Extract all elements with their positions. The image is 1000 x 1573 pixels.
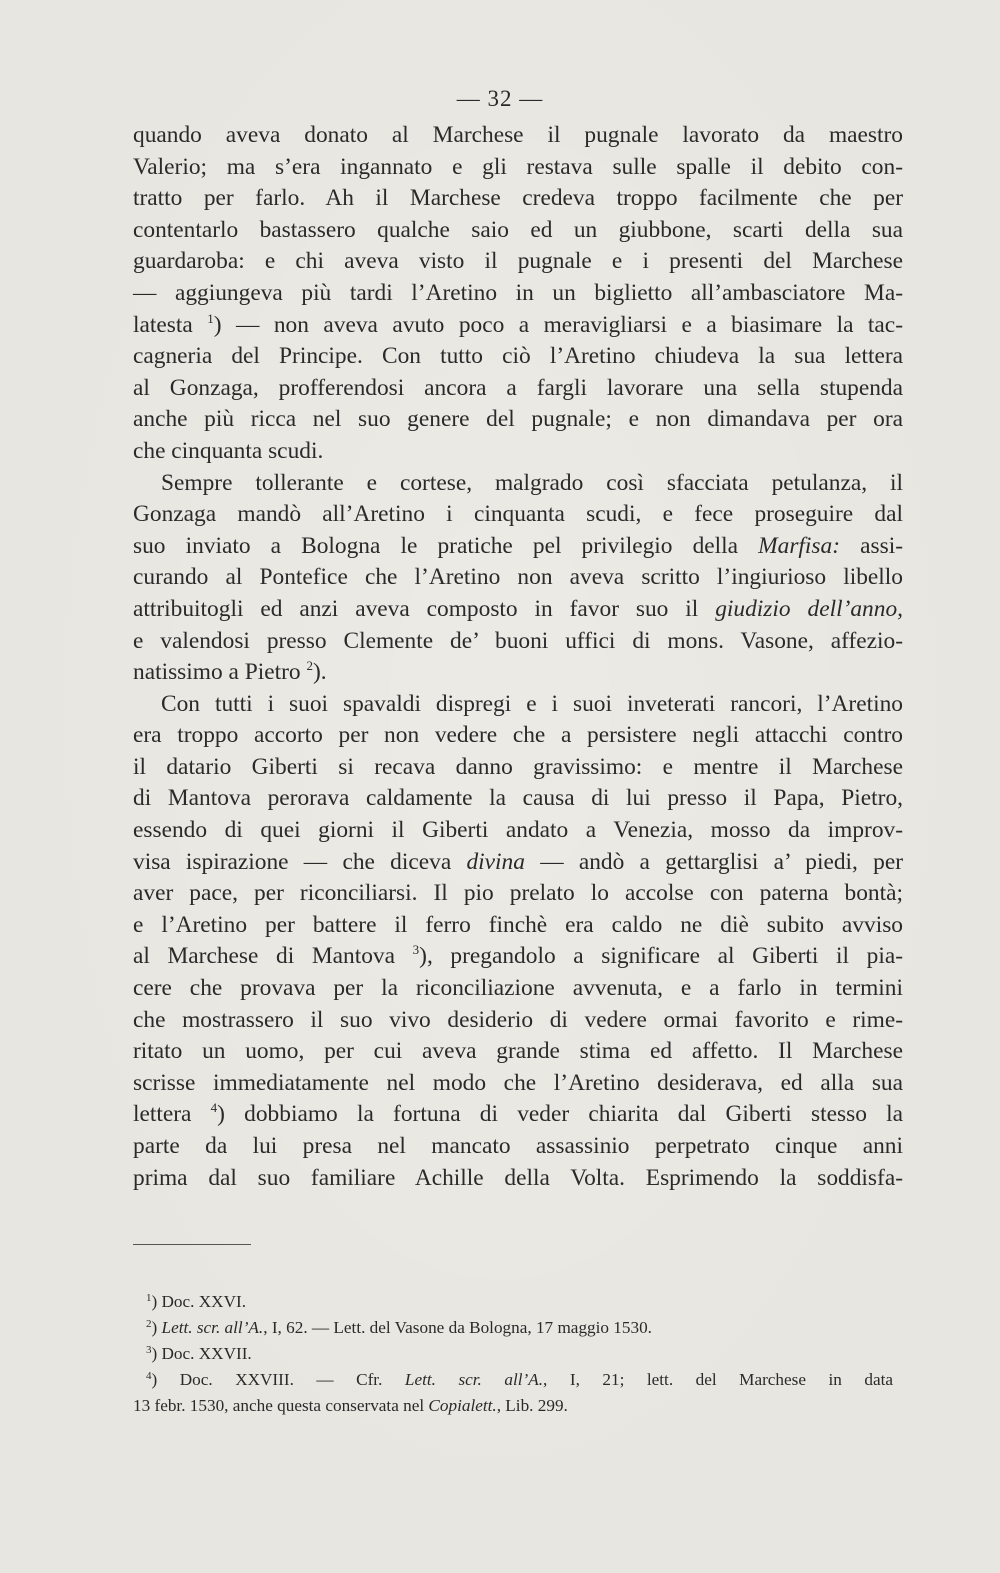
paragraph-1	[133, 120, 903, 468]
text-line: il datario Giberti si recava danno gravissimo: e mentre il Marchese	[133, 753, 903, 780]
text-fragment: natissimo a Pietro	[133, 659, 307, 686]
text-line: cere che provava per la riconciliazione avvenuta, e a farlo in termini	[133, 975, 903, 1002]
text-line: parte da lui presa nel mancato assassinio perpetrato cinque anni	[133, 1133, 903, 1159]
italic-title: Marfisa:	[758, 532, 841, 559]
text-line	[133, 531, 903, 563]
footnote-text: ) Doc. XXVI.	[151, 1292, 247, 1311]
text-fragment: — andò a gettarglisi a’ piedi, per	[524, 848, 903, 875]
footnote-text: ) Doc. XXVII.	[151, 1344, 252, 1363]
footnote-ref-1[interactable]: 1	[207, 310, 214, 326]
text-fragment: ) — non aveva avuto poco a meravigliarsi e a biasimare la tac-	[213, 311, 903, 338]
page-number: — 32 —	[456, 86, 544, 111]
text-fragment: lettera	[133, 1101, 211, 1128]
text-fragment: ), pregandolo a significare al Giberti il pia-	[419, 943, 903, 970]
text-line: e l’Aretino per battere il ferro finchè era caldo ne diè subito avviso	[133, 911, 903, 938]
footnote-4-cont	[133, 1393, 893, 1419]
footnote-mark: 2	[146, 1318, 152, 1330]
footnote-2: $^2$) Lett. scr. all’A., I, 62. — Lett. del Vasone da Bologna, 17 maggio 1530.	[146, 1318, 652, 1337]
text-line: cagneria del Principe. Con tutto ciò l’Aretino chiudeva la sua lettera	[133, 343, 903, 370]
italic-title: giudizio dell’anno,	[715, 595, 903, 622]
footnote-ref-4[interactable]: 4	[210, 1100, 218, 1116]
text-fragment: ) dobbiamo la fortuna di veder chiarita dal Giberti stesso la	[217, 1101, 903, 1128]
text-fragment: visa ispirazione — che diceva	[133, 848, 467, 875]
text-line: prima dal suo familiare Achille della Volta. Esprimendo la soddisfa-	[133, 1164, 903, 1191]
footnote-italic: Copialett.	[428, 1396, 497, 1415]
text-line: tratto per farlo. Ah il Marchese credeva troppo facilmente che per	[133, 185, 903, 212]
footnote-4	[133, 1367, 893, 1393]
text-line	[133, 657, 903, 689]
footnote-italic: Lett. scr. all’A.	[404, 1370, 544, 1389]
footnote-text: ) Doc. XXVIII. — Cfr.	[151, 1370, 405, 1389]
text-line: guardaroba: e chi aveva visto il pugnale e i presenti del Marchese	[133, 248, 903, 275]
footnote-text: , I, 62. — Lett. del Vasone da Bologna, 17 maggio 1530.	[263, 1318, 652, 1337]
text-fragment: ).	[312, 659, 327, 686]
text-line	[133, 847, 903, 879]
text-fragment: al Marchese di Mantova	[133, 943, 396, 970]
text-line: e valendosi presso Clemente de’ buoni uffici di mons. Vasone, affezio-	[133, 627, 903, 654]
footnote-italic: Lett. scr. all’A.	[161, 1318, 264, 1337]
footnote-mark: 3	[146, 1344, 152, 1356]
text-line: che cinquanta scudi.	[133, 437, 324, 464]
text-fragment: assi-	[840, 532, 903, 559]
footnote-text: 13 febr. 1530, anche questa conservata nel	[133, 1396, 429, 1415]
text-line: Gonzaga mandò all’Aretino i cinquanta scudi, e fece proseguire dal	[133, 501, 903, 528]
footnotes	[133, 1289, 893, 1419]
text-fragment: attribuitogli ed anzi aveva composto in favor suo il	[133, 595, 716, 622]
paragraph-3	[133, 689, 903, 1195]
footnote-mark: 1	[146, 1292, 152, 1304]
footnote-text: , I, 21; lett. del Marchese in data	[543, 1370, 893, 1389]
footnote-text: , Lib. 299.	[496, 1396, 568, 1415]
footnote-ref-2[interactable]: 2	[306, 658, 313, 674]
text-line: di Mantova perorava caldamente la causa di lui presso il Papa, Pietro,	[133, 785, 903, 812]
text-line: essendo di quei giorni il Giberti andato a Venezia, mosso da improv-	[133, 817, 903, 844]
text-line	[133, 310, 903, 342]
main-text	[133, 120, 903, 1194]
italic-word: divina	[466, 848, 525, 875]
text-line	[133, 1099, 903, 1131]
text-line: scrisse immediatamente nel modo che l’Aretino desiderava, ed alla sua	[133, 1069, 903, 1096]
text-fragment: suo inviato a Bologna le pratiche pel privilegio della	[133, 532, 759, 559]
footnote-1	[133, 1289, 893, 1315]
text-line	[133, 941, 903, 973]
paragraph-2	[133, 468, 903, 689]
text-line: era troppo accorto per non vedere che a persistere negli attacchi contro	[133, 722, 903, 749]
footnote-ref-3[interactable]: 3	[412, 942, 420, 958]
text-line	[133, 594, 903, 626]
text-fragment: latesta	[133, 311, 193, 338]
text-line: — aggiungeva più tardi l’Aretino in un biglietto all’ambasciatore Ma-	[133, 279, 903, 306]
text-line: che mostrassero il suo vivo desiderio di vedere ormai favorito e rime-	[133, 1006, 903, 1033]
text-line: Con tutti i suoi spavaldi dispregi e i suoi inveterati rancori, l’Aretino	[161, 690, 903, 717]
footnote-separator	[133, 1244, 251, 1245]
text-line: Valerio; ma s’era ingannato e gli restava sulle spalle il debito con-	[133, 153, 903, 180]
footnote-3	[133, 1341, 893, 1367]
text-line: curando al Pontefice che l’Aretino non aveva scritto l’ingiurioso libello	[133, 564, 903, 591]
text-line: aver pace, per riconciliarsi. Il pio prelato lo accolse con paterna bontà;	[133, 880, 903, 907]
text-line: contentarlo bastassero qualche saio ed un giubbone, scarti della sua	[133, 216, 903, 243]
text-line: quando aveva donato al Marchese il pugnale lavorato da maestro	[133, 122, 903, 148]
text-line: ritato un uomo, per cui aveva grande stima ed affetto. Il Marchese	[133, 1038, 903, 1065]
text-line: al Gonzaga, profferendosi ancora a fargli lavorare una sella stupenda	[133, 374, 903, 401]
text-line: anche più ricca nel suo genere del pugnale; e non dimandava per ora	[133, 406, 903, 433]
text-line: Sempre tollerante e cortese, malgrado così sfacciata petulanza, il	[161, 469, 903, 496]
footnote-mark: 4	[146, 1370, 152, 1382]
